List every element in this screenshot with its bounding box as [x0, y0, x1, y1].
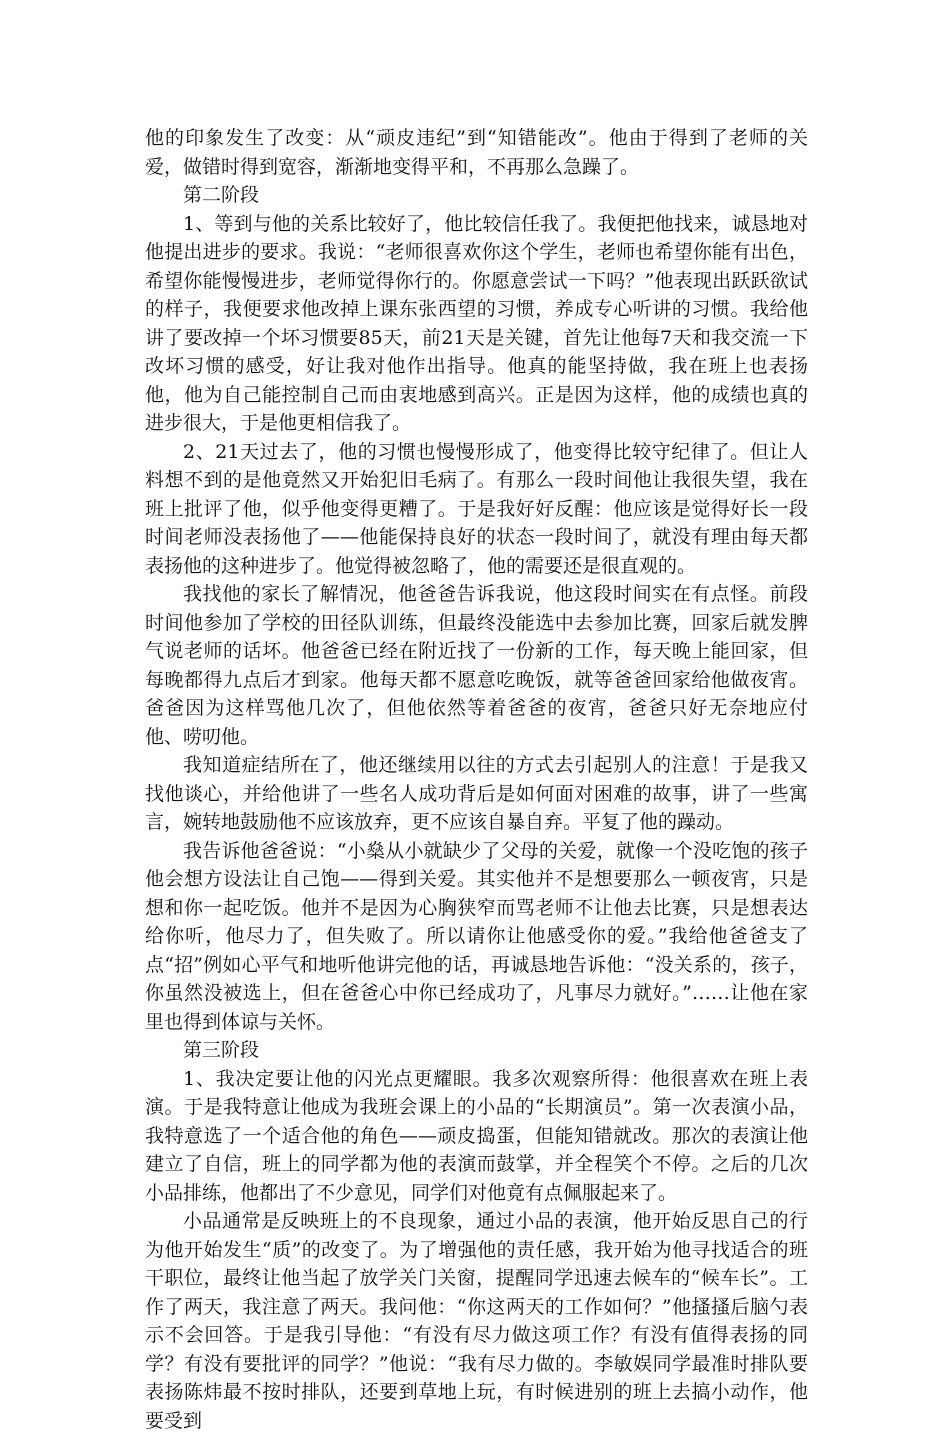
paragraph-stage-two-item-1: 1、等到与他的关系比较好了，他比较信任我了。我便把他找来，诚恳地对他提出进步的要求。我说：“老师很喜欢你这个学生，老师也希望你能有出色，希望你能慢慢进步，老师觉得你行的。你愿意尝试一下吗？”他表现出跃跃欲试的样子，我便要求他改掉上课东张西望的习惯，养成专心听讲的习惯。我给他讲了要改掉一个坏习惯要85天，前21天是关键，首先让他每7天和我交流一下改坏习惯的感受，好让我对他作出指导。他真的能坚持做，我在班上也表扬他，他为自己能控制自己而由衷地感到高兴。正是因为这样，他的成绩也真的进步很大，于是他更相信我了。 [145, 212, 808, 434]
section-heading-stage-three: 第三阶段 [183, 1039, 260, 1061]
document-body [145, 124, 808, 1435]
paragraph-stage-three-item-1: 1、我决定要让他的闪光点更耀眼。我多次观察所得：他很喜欢在班上表演。于是我特意让他成为我班会课上的小品的“长期演员”。第一次表演小品，我特意选了一个适合他的角色——顽皮捣蛋，但能知错就改。那次的表演让他建立了自信，班上的同学都为他的表演而鼓掌，并全程笑个不停。之后的几次小品排练，他都出了不少意见，同学们对他竟有点佩服起来了。 [145, 1067, 808, 1204]
paragraph-advice-to-father: 我告诉他爸爸说：“小燊从小就缺少了父母的关爱，就像一个没吃饱的孩子他会想方设法让自己饱——得到关爱。其实他并不是想要那么一顿夜宵，只是想和你一起吃饭。他并不是因为心胸狭窄而骂老师不让他去比赛，只是想表达给你听，他尽力了，但失败了。所以请你让他感受你的爱。”我给他爸爸支了点“招”例如心平气和地听他讲完他的话，再诚恳地告诉他：“没关系的，孩子，你虽然没被选上，但在爸爸心中你已经成功了，凡事尽力就好。”……让他在家里也得到体谅与关怀。 [145, 839, 808, 1033]
paragraph-stage-two-item-2: 2、21天过去了，他的习惯也慢慢形成了，他变得比较守纪律了。但让人料想不到的是他竟然又开始犯旧毛病了。有那么一段时间他让我很失望，我在班上批评了他，似乎他变得更糟了。于是我好好反醒：他应该是觉得好长一段时间老师没表扬他了——他能保持良好的状态一段时间了，就没有理由每天都表扬他的这种进步了。他觉得被忽略了，他的需要还是很直观的。 [145, 440, 808, 577]
paragraph-root-cause: 我知道症结所在了，他还继续用以往的方式去引起别人的注意！于是我又找他谈心，并给他讲了一些名人成功背后是如何面对困难的故事，讲了一些寓言，婉转地鼓励他不应该放弃，更不应该自暴自弃。平复了他的躁动。 [145, 754, 808, 833]
section-heading-stage-two: 第二阶段 [183, 184, 260, 206]
paragraph-parent-conversation: 我找他的家长了解情况，他爸爸告诉我说，他这段时间实在有点怪。前段时间他参加了学校的田径队训练，但最终没能选中去参加比赛，回家后就发脾气说老师的话坏。他爸爸已经在附近找了一份新的工作，每天晚上能回家，但每晚都得九点后才到家。他每天都不愿意吃晚饭，就等爸爸回家给他做夜宵。爸爸因为这样骂他几次了，但他依然等着爸爸的夜宵，爸爸只好无奈地应付他、唠叨他。 [145, 583, 808, 748]
paragraph-skit-reflection: 小品通常是反映班上的不良现象，通过小品的表演，他开始反思自己的行为他开始发生“质”的改变了。为了增强他的责任感，我开始为他寻找适合的班干职位，最终让他当起了放学关门关窗，提醒同学迅速去候车的“候车长”。工作了两天，我注意了两天。我问他：“你这两天的工作如何？”他搔搔后脑勺表示不会回答。于是我引导他：“有没有尽力做这项工作？有没有值得表扬的同学？有没有要批评的同学？”他说：“我有尽力做的。李敏娱同学最准时排队要表扬陈炜最不按时排队，还要到草地上玩，有时候进别的班上去搞小动作，他要受到 [145, 1210, 808, 1432]
paragraph-intro: 他的印象发生了改变：从“顽皮违纪”到“知错能改”。他由于得到了老师的关爱，做错时得到宽容，渐渐地变得平和，不再那么急躁了。 [145, 127, 808, 178]
